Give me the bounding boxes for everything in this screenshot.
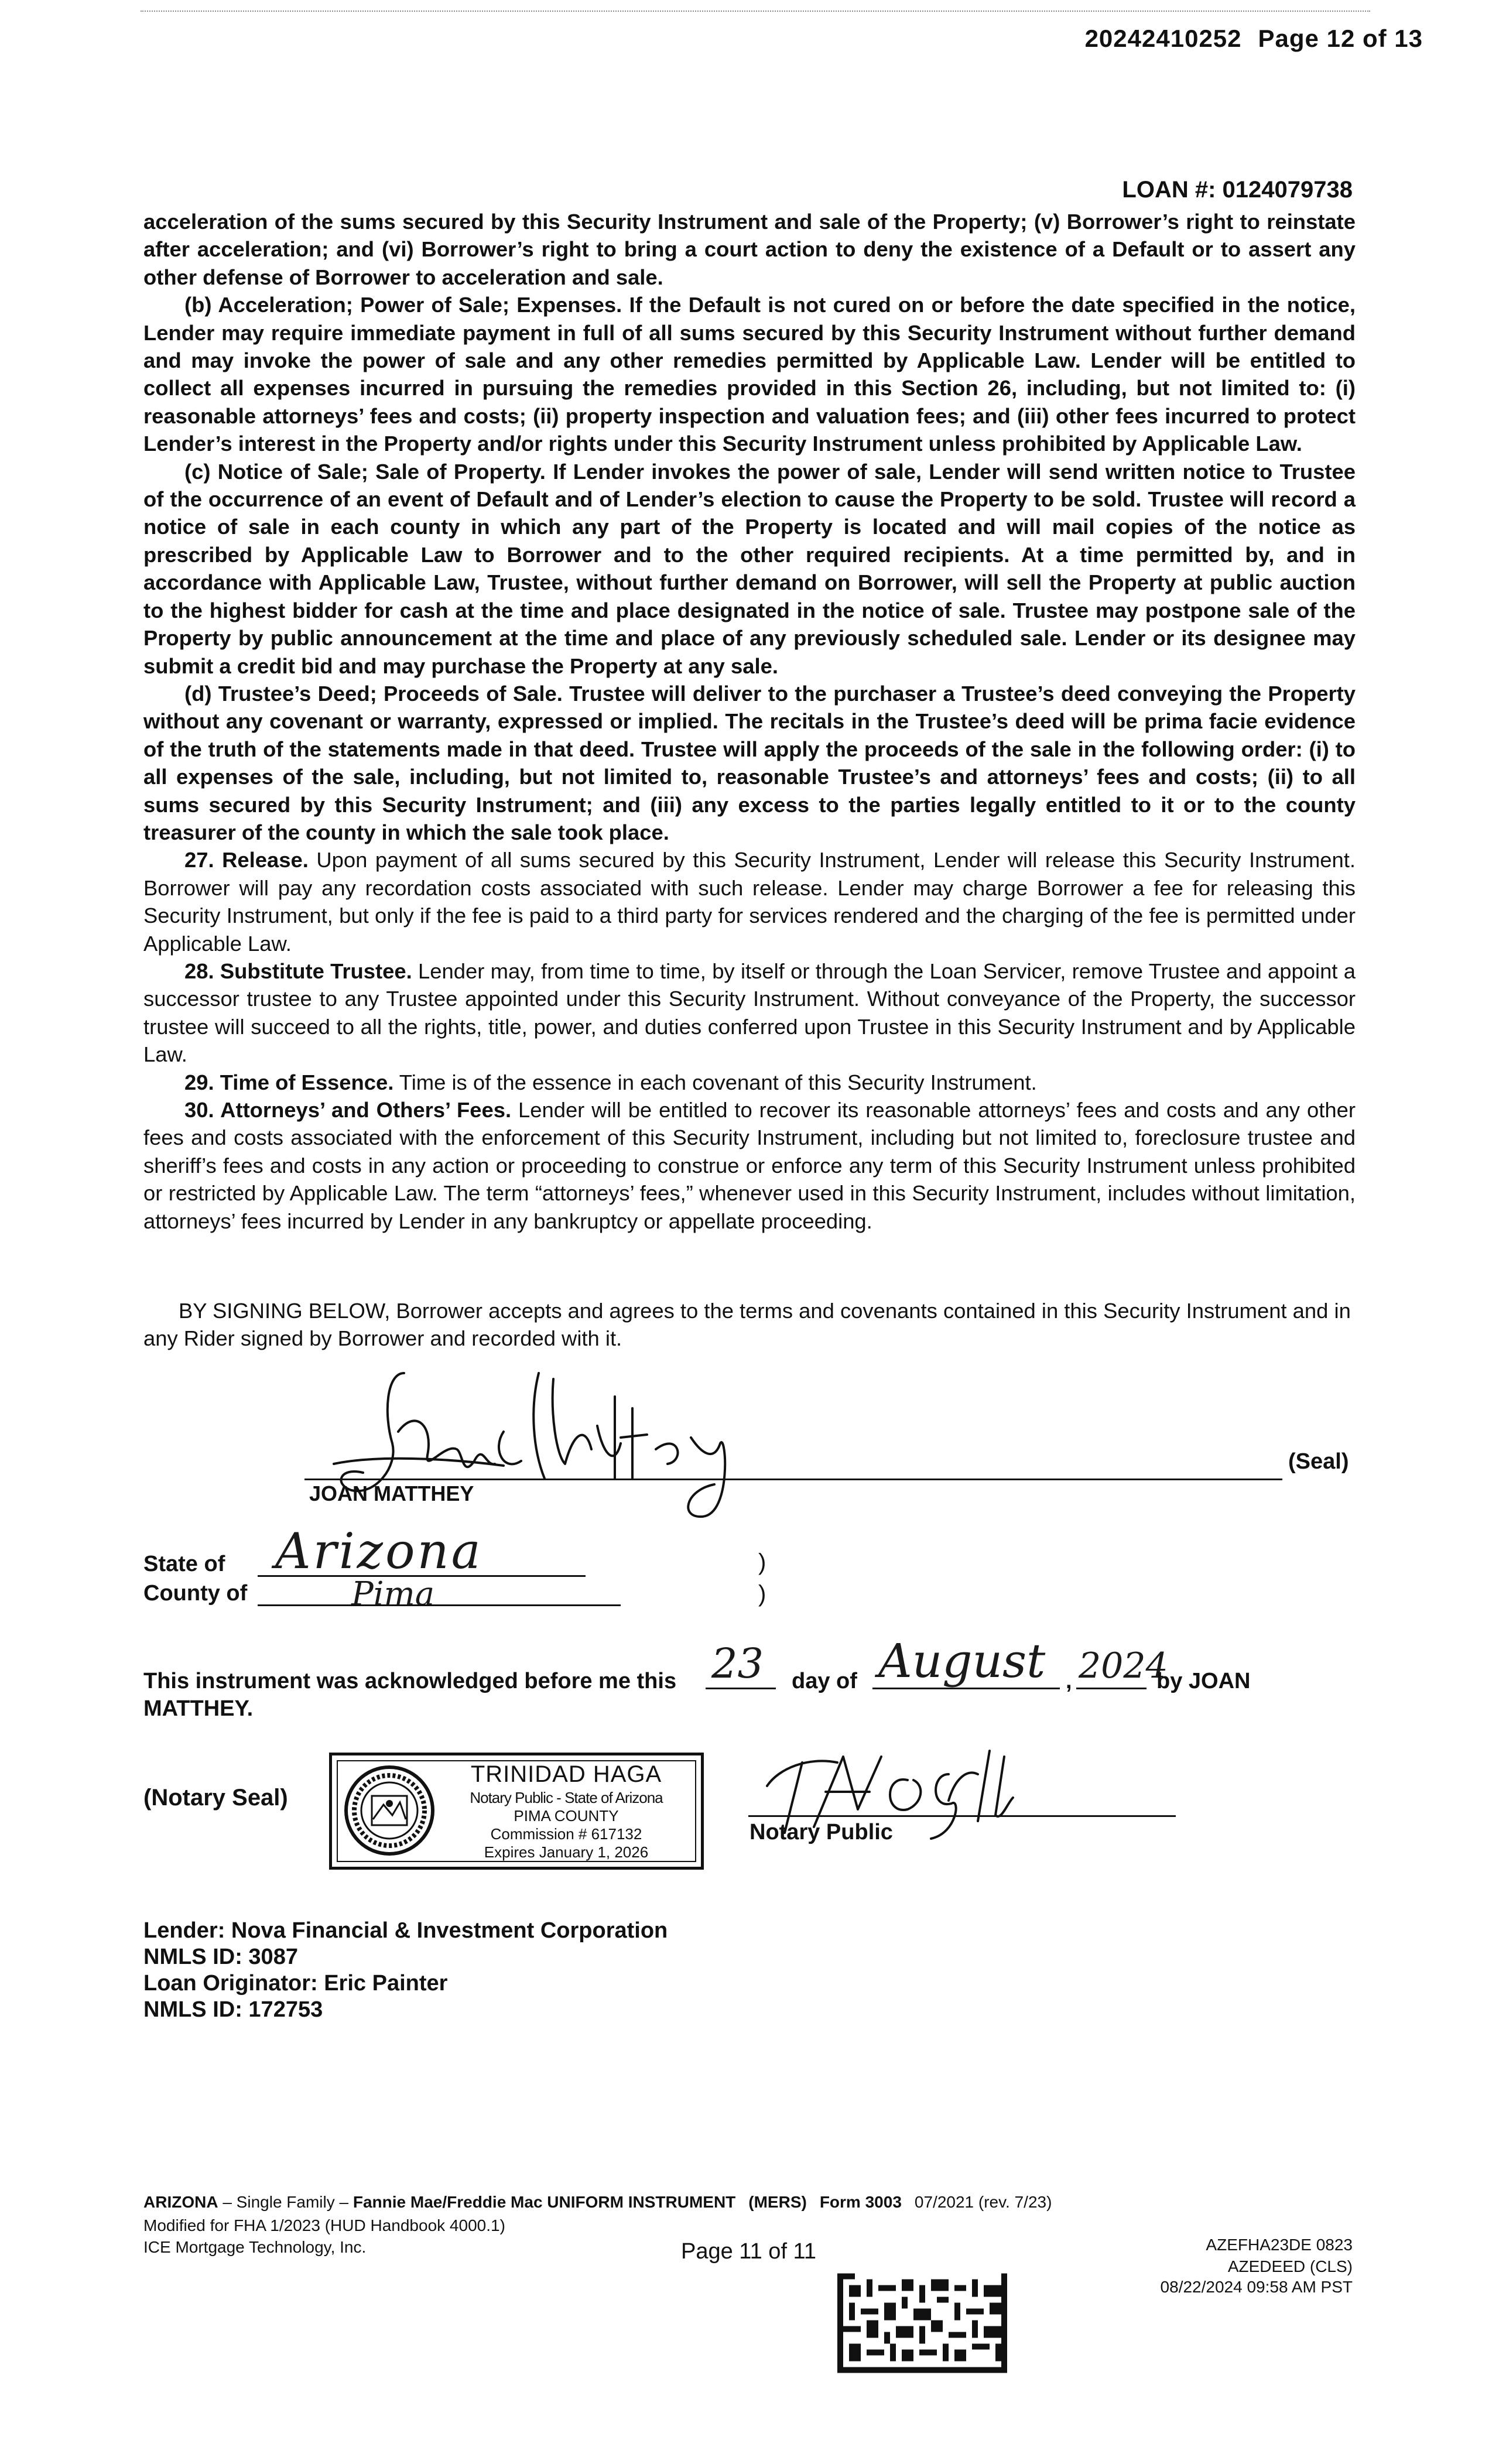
recording-header [1085,25,1423,53]
state-value: Arizona [275,1522,483,1580]
notary-signature-line [748,1815,1176,1817]
section-27-heading: 27. Release. [184,848,309,872]
signing-intro-text: BY SIGNING BELOW, Borrower accepts and agrees to the terms and covenants contained in this Security Instrument and in any Rider signed by Borrower and recorded with it. [143,1299,1351,1351]
notary-name: TRINIDAD HAGA [470,1761,662,1787]
county-label: County of [143,1581,248,1606]
borrower-signature-line [304,1479,1282,1480]
state-label: State of [143,1552,225,1576]
county-paren: ) [758,1581,766,1607]
acknowledgment-year: 2024 [1079,1645,1168,1686]
recording-number: 20242410252 [1084,25,1242,52]
notary-stamp [329,1753,704,1870]
notary-title: Notary Public - State of Arizona [470,1789,663,1806]
paragraph-release [143,846,1356,957]
lender-name: Lender: Nova Financial & Investment Corporation [143,1918,668,1943]
acknowledgment-month: August [878,1634,1046,1688]
day-line [706,1688,776,1689]
paragraph-attorneys-fees [143,1096,1356,1235]
barcode-icon [837,2272,1007,2374]
originator-nmls: NMLS ID: 172753 [143,1997,323,2022]
borrower-seal-label: (Seal) [1288,1449,1349,1474]
county-line [258,1604,621,1606]
notary-county: PIMA COUNTY [514,1807,619,1825]
footer-instrument: Fannie Mae/Freddie Mac UNIFORM INSTRUMENT [352,2193,736,2211]
paragraph-trustees-deed: (d) Trustee’s Deed; Proceeds of Sale. Trustee will deliver to the purchaser a Trustee’s deed conveying the Property without any covenant or warranty, expressed or implied. The recitals in the Trustee’s deed will be prima facie evidence of the truth of the statements made in that deed. Trustee will apply the proceeds of the sale in the following order: (i) to all expenses of the sale, including, but not limited to, reasonable Trustee’s and attorneys’ fees and costs; (ii) to all sums secured by this Security Instrument; and (iii) any excess to the parties legally entitled to it or to the county treasurer of the county in which the sale took place. [143,681,1356,844]
footer-form: Form 3003 [819,2193,902,2211]
loan-number: LOAN #: 0124079738 [1122,177,1353,203]
county-value: Pima [351,1575,435,1613]
acknowledgment-day-of: day of [792,1669,857,1693]
footer-form-line [143,2193,1052,2212]
paragraph-substitute-trustee [143,957,1356,1069]
page-label: Page 12 of 13 [1258,25,1423,52]
paragraph-acceleration-power-of-sale: (b) Acceleration; Power of Sale; Expenses. If the Default is not cured on or before the date specified in the notice, Lender may require immediate payment in full of all sums secured by this Security Instrument without further demand and may invoke the power of sale and any other remedies permitted by Applicable Law. Lender will be entitled to collect all expenses incurred in pursuing the remedies provided in this Section 26, including, but not limited to: (i) reasonable attorneys’ fees and costs; (ii) property inspection and valuation fees; and (iii) other fees incurred to protect Lender’s interest in the Property and/or rights under this Security Instrument unless prohibited by Applicable Law. [143,293,1356,456]
paragraph-acceleration-continued: acceleration of the sums secured by this Security Instrument and sale of the Property; (v) Borrower’s right to reinstate after acceleration; and (vi) Borrower’s right to bring a court action to deny the existence of a Default or to assert any other defense of Borrower to acceleration and sale. [143,210,1356,289]
paragraph-notice-of-sale: (c) Notice of Sale; Sale of Property. If Lender invokes the power of sale, Lender will send written notice to Trustee of the occurrence of an event of Default and of Lender’s election to cause the Property to be sold. Trustee will record a notice of sale in each county in which any part of the Property is located and will mail copies of the notice as prescribed by Applicable Law to Borrower and to the other required recipients. At a time permitted by, and in accordance with Applicable Law, Trustee, without further demand on Borrower, will sell the Property at public auction to the highest bidder for cash at the time and place designated in the notice of sale. Trustee may postpone sale of the Property by public announcement at the time and place of any previously scheduled sale. Lender or its designee may submit a credit bid and may purchase the Property at any sale. [143,459,1356,678]
footer-page-number: Page 11 of 11 [681,2239,817,2264]
footer-vendor: ICE Mortgage Technology, Inc. [143,2238,367,2256]
section-29-heading: 29. Time of Essence. [184,1070,394,1094]
lender-nmls: NMLS ID: 3087 [143,1945,298,1969]
acknowledgment-prefix: This instrument was acknowledged before me this [143,1669,677,1693]
section-29-text: Time is of the essence in each covenant of this Security Instrument. [393,1070,1037,1094]
footer-modified: Modified for FHA 1/2023 (HUD Handbook 4000.1) [143,2216,505,2234]
footer-state: ARIZONA [143,2193,218,2211]
borrower-name: JOAN MATTHEY [309,1481,474,1505]
footer-code-1: AZEFHA23DE 0823 [1206,2236,1353,2254]
section-28-text: Lender may, from time to time, by itself or through the Loan Servicer, remove Trustee and appoint a successor trustee to any Trustee appointed under this Security Instrument. Without conveyance of the Property, the successor trustee will succeed to all the rights, title, power, and duties conferred upon Trustee in this Security Instrument and by Applicable Law. [143,959,1356,1067]
acknowledgment-day: 23 [711,1640,764,1688]
section-28-heading: 28. Substitute Trustee. [184,959,412,983]
footer-timestamp: 08/22/2024 09:58 AM PST [1160,2278,1353,2296]
section-27-text: Upon payment of all sums secured by this Security Instrument, Lender will release this Security Instrument. Borrower will pay any recordation costs associated with such release. Lender may charge Borrower a fee for releasing this Security Instrument, but only if the fee is paid to a third party for services rendered and the charging of the fee is permitted under Applicable Law. [143,848,1356,956]
state-paren: ) [758,1549,766,1575]
notary-public-label: Notary Public [750,1820,893,1844]
paragraph-time-of-essence [143,1069,1356,1096]
acknowledgment-line2: MATTHEY. [143,1696,254,1721]
document-body [143,208,1356,1235]
notary-commission: Commission # 617132 [490,1825,642,1843]
footer-rev: 07/2021 (rev. 7/23) [914,2193,1052,2211]
acknowledgment-by: by JOAN [1156,1669,1251,1693]
lender-block [143,1918,668,2023]
footer-code-2: AZEDEED (CLS) [1227,2257,1353,2275]
scan-top-border [141,11,1370,12]
signing-intro [143,1297,1356,1353]
section-30-text: Lender will be entitled to recover its reasonable attorneys’ fees and costs and any other fees and costs associated with the enforcement of this Security Instrument, including but not limited to, foreclosure trustee and sheriff’s fees and costs in any action or proceeding to construe or enforce any term of this Security Instrument unless prohibited or restricted by Applicable Law. The term “attorneys’ fees,” whenever used in this Security Instrument, includes without limitation, attorneys’ fees incurred by Lender in any bankruptcy or appellate proceeding. [143,1098,1356,1233]
notary-stamp-text [443,1761,689,1861]
notary-seal-label: (Notary Seal) [143,1785,288,1811]
loan-originator: Loan Originator: Eric Painter [143,1971,448,1996]
footer-mers: (MERS) [748,2193,807,2211]
month-line [872,1688,1060,1689]
footer-form-desc: – Single Family – [218,2193,353,2211]
notary-expires: Expires January 1, 2026 [484,1843,649,1861]
section-30-heading: 30. Attorneys’ and Others’ Fees. [184,1098,512,1122]
year-line [1076,1688,1147,1689]
state-seal-icon [343,1764,436,1857]
acknowledgment-comma: , [1066,1669,1072,1693]
